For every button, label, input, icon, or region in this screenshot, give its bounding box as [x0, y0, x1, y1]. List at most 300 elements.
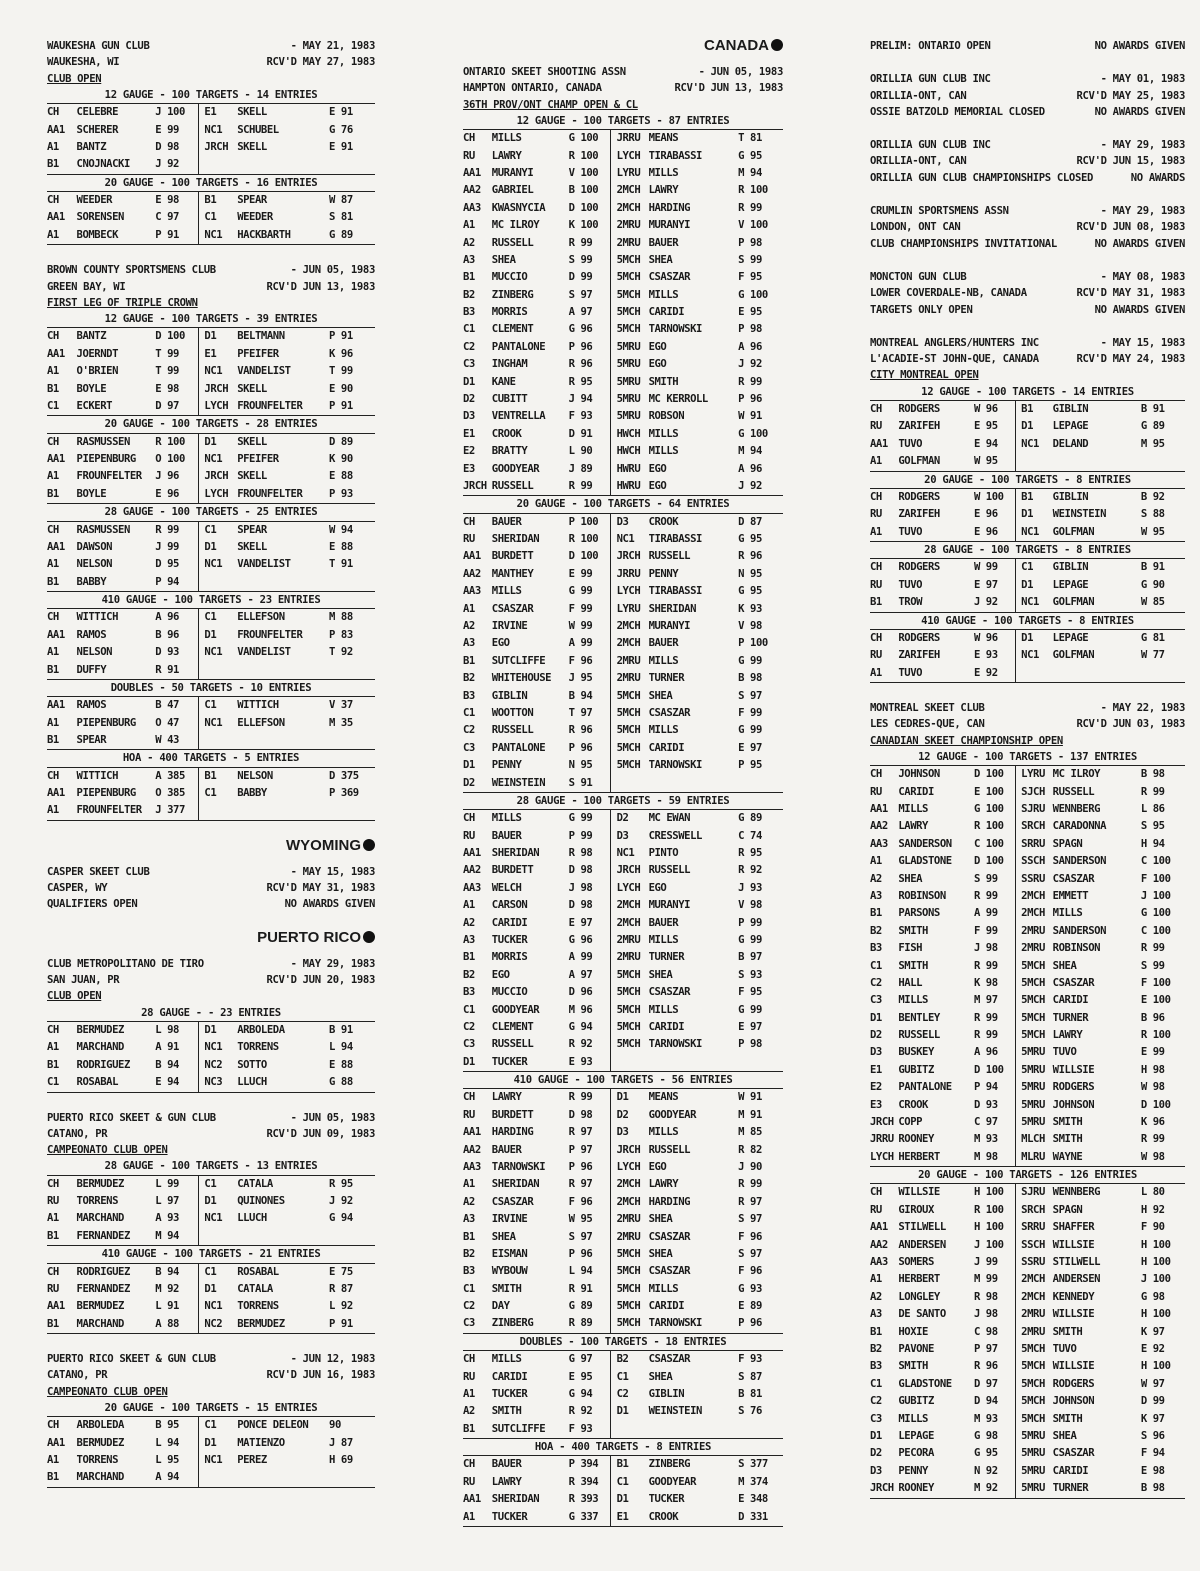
class-left: CH	[870, 631, 882, 644]
name-right: SHEA	[648, 1213, 673, 1226]
class-right	[204, 156, 237, 173]
score-left: M 96	[568, 1003, 593, 1016]
score-left: G 96	[568, 933, 593, 946]
name-left: RUSSELL	[898, 1029, 940, 1042]
club-header-line	[463, 80, 783, 96]
club-header-left: CLUB METROPOLITANO DE TIRO	[47, 957, 204, 970]
club-header-right: - MAY 29, 1983	[1100, 139, 1185, 152]
class-right: 5MCH	[616, 1038, 641, 1051]
name-left: MUCCIO	[491, 271, 528, 284]
class-left: CH	[463, 515, 475, 528]
class-left: D2	[463, 393, 475, 406]
spacer	[47, 1093, 375, 1110]
club-header-right: - MAY 08, 1983	[1100, 270, 1185, 283]
class-right: SSRU	[1021, 872, 1045, 885]
score-left: L 90	[568, 445, 593, 458]
class-left: AA3	[870, 837, 888, 850]
name-left: ZARIFEH	[898, 649, 940, 662]
club-header-line	[870, 351, 1185, 367]
class-left: RU	[463, 1475, 475, 1488]
club-header-right: RCV'D JUN 13, 1983	[674, 82, 783, 95]
score-left: R 92	[568, 1038, 593, 1051]
name-left: SANDERSON	[898, 837, 952, 850]
score-right: E 99	[1140, 1046, 1165, 1059]
club-header-left: SAN JUAN, PR	[47, 974, 120, 987]
club-header-line	[47, 262, 375, 278]
name-right: WILLSIE	[1052, 1238, 1095, 1251]
result-row	[47, 1469, 375, 1487]
name-right: PINTO	[648, 847, 679, 860]
class-right: C1	[204, 699, 217, 712]
class-left: E3	[870, 1098, 882, 1111]
class-left: AA1	[47, 1300, 65, 1313]
club-header-right: NO AWARDS GIVEN	[1094, 237, 1185, 250]
result-row	[463, 635, 783, 652]
result-row	[463, 828, 783, 845]
name-left: BRATTY	[491, 445, 528, 458]
name-right: TURNER	[1052, 1011, 1089, 1024]
club-header-right: NO AWARDS GIVEN	[1094, 105, 1185, 118]
club-header-line	[870, 219, 1185, 235]
class-left: A2	[463, 916, 475, 929]
class-right: D1	[1021, 508, 1034, 521]
event-heading: HOA - 400 TARGETS - 8 ENTRIES	[463, 1439, 783, 1456]
score-right: P 96	[738, 1317, 762, 1330]
class-left: B1	[47, 575, 59, 588]
score-left: M 93	[973, 1133, 998, 1146]
score-left: P 96	[568, 1247, 593, 1260]
club-header-line	[870, 170, 1185, 186]
score-right: R 99	[1140, 942, 1165, 955]
event-heading: 410 GAUGE - 100 TARGETS - 56 ENTRIES	[463, 1072, 783, 1089]
score-right: F 90	[1140, 1221, 1165, 1234]
class-left: B3	[870, 1360, 882, 1373]
score-right: B 97	[738, 951, 762, 964]
score-right: P 96	[738, 393, 762, 406]
name-left: CLEMENT	[491, 1020, 534, 1033]
class-right: LYCH	[616, 881, 641, 894]
name-right: CATALA	[237, 1282, 273, 1295]
class-left: AA1	[463, 1126, 481, 1139]
class-right: NC1	[616, 533, 635, 546]
result-row	[463, 670, 783, 687]
score-right: G 89	[1140, 420, 1165, 433]
class-left: D3	[463, 410, 475, 423]
class-left: JRCH	[870, 1482, 894, 1495]
class-right: MLRU	[1021, 1150, 1045, 1163]
name-right: CSASZAR	[648, 1265, 691, 1278]
class-right: 5MCH	[616, 1282, 641, 1295]
name-right: SHEA	[648, 253, 673, 266]
class-right: LYCH	[204, 487, 229, 500]
state-heading	[47, 930, 375, 946]
class-left: B1	[47, 1229, 59, 1242]
club-header-right: RCV'D JUN 09, 1983	[266, 1127, 375, 1140]
class-right: C2	[616, 1387, 629, 1400]
club-block	[870, 203, 1185, 252]
score-right: T 91	[329, 558, 353, 571]
name-left: JOERNDT	[76, 347, 119, 360]
result-row	[47, 1228, 375, 1246]
class-right: NC1	[204, 1300, 223, 1313]
result-row	[870, 836, 1185, 853]
score-left: B 100	[568, 184, 599, 197]
name-right: CATALA	[237, 1177, 273, 1190]
score-left: S 99	[568, 253, 593, 266]
score-right: K 96	[1140, 1116, 1165, 1129]
club-header-right: RCV'D MAY 27, 1983	[266, 56, 375, 69]
club-header-line	[47, 1367, 375, 1383]
score-right: P 91	[329, 330, 353, 343]
name-right: CARIDI	[1052, 994, 1089, 1007]
name-left: INGHAM	[491, 358, 528, 371]
score-right: K 93	[738, 602, 762, 615]
result-row	[463, 1386, 783, 1403]
name-left: TORRENS	[76, 1195, 119, 1208]
club-header-left: FIRST LEG OF TRIPLE CROWN	[47, 296, 198, 309]
name-right: SKELL	[237, 540, 267, 553]
class-right: HWRU	[616, 480, 641, 492]
class-right: NC1	[204, 365, 223, 378]
name-right: EMMETT	[1052, 889, 1089, 902]
name-left: FROUNFELTER	[76, 470, 142, 483]
name-left: MILLS	[898, 994, 928, 1007]
name-right: RUSSELL	[1052, 785, 1095, 798]
class-left: AA1	[47, 1436, 65, 1449]
result-row	[870, 923, 1185, 940]
result-row	[463, 1421, 783, 1439]
name-left: DUFFY	[76, 663, 107, 676]
class-right: NC1	[616, 847, 635, 860]
result-row	[870, 1079, 1185, 1096]
score-left: F 93	[568, 410, 593, 423]
name-right: MILLS	[648, 288, 679, 301]
class-right: 2MRU	[616, 236, 641, 249]
class-left: AA2	[463, 184, 481, 197]
class-left: CH	[870, 403, 882, 416]
name-left: WYBOUW	[491, 1265, 528, 1278]
name-right: WEEDER	[237, 211, 273, 224]
spacer	[870, 1499, 1185, 1516]
score-left: E 99	[155, 123, 179, 136]
result-row	[463, 182, 783, 199]
name-right: CARIDI	[648, 741, 685, 754]
result-row	[47, 662, 375, 680]
score-right: P 95	[738, 759, 762, 772]
score-left: G 95	[973, 1447, 998, 1460]
name-right: ELLEFSON	[237, 716, 285, 729]
score-right: F 100	[1140, 976, 1171, 989]
name-right: JOHNSON	[1052, 1098, 1095, 1111]
class-right: 5MCH	[1021, 1395, 1045, 1408]
score-right: P 91	[329, 399, 353, 412]
club-block	[870, 700, 1185, 1499]
name-right: BELTMANN	[237, 330, 285, 343]
score-right: J 90	[738, 1160, 762, 1173]
name-right: SCHUBEL	[237, 123, 279, 136]
club-header-right: - JUN 05, 1983	[290, 264, 375, 277]
class-right: NC3	[204, 1076, 223, 1089]
name-left: SPEAR	[76, 734, 107, 747]
event-heading: 20 GAUGE - 100 TARGETS - 28 ENTRIES	[47, 416, 375, 433]
name-right: ARBOLEDA	[237, 1023, 285, 1036]
score-right	[1141, 453, 1185, 470]
result-row	[870, 436, 1185, 453]
result-row	[463, 443, 783, 460]
club-header-line	[870, 302, 1185, 318]
name-left: MORRIS	[491, 951, 528, 964]
name-left: RUSSELL	[491, 236, 534, 249]
name-left: NELSON	[76, 646, 113, 659]
name-right: SHEA	[648, 1247, 673, 1260]
class-left: E1	[870, 1063, 882, 1076]
score-left: S 91	[568, 776, 593, 789]
class-right: C1	[204, 787, 217, 800]
name-left: RUSSELL	[491, 480, 534, 492]
result-row	[463, 478, 783, 496]
score-left: A 99	[973, 907, 998, 920]
club-header-left: ONTARIO SKEET SHOOTING ASSN	[463, 66, 626, 78]
result-row	[47, 609, 375, 626]
club-header-right: NO AWARDS	[1130, 171, 1185, 184]
score-right: G 98	[1140, 1290, 1165, 1303]
name-right: EGO	[648, 881, 667, 894]
club-header-line	[870, 700, 1185, 716]
class-right: 2MRU	[616, 951, 641, 964]
name-right: EGO	[648, 1160, 667, 1173]
name-right	[237, 1228, 329, 1245]
score-left: D 98	[568, 864, 593, 877]
class-left: E2	[463, 445, 475, 458]
class-right: E1	[616, 1510, 629, 1523]
result-row	[463, 356, 783, 373]
result-row	[870, 647, 1185, 664]
name-left: SUTCLIFFE	[491, 1422, 546, 1435]
spacer	[463, 1527, 783, 1544]
name-left: KANE	[491, 375, 516, 388]
score-right	[329, 574, 375, 591]
result-row	[870, 1289, 1185, 1306]
state-bullet-icon	[363, 839, 375, 851]
score-right: G 95	[738, 533, 762, 546]
score-right: E 95	[738, 306, 762, 319]
result-row	[47, 697, 375, 714]
name-right: WAYNE	[1052, 1150, 1083, 1163]
result-row	[463, 1369, 783, 1386]
class-left: AA1	[47, 628, 65, 641]
name-left: MILLS	[491, 132, 522, 145]
score-right: D 99	[1140, 1395, 1165, 1408]
name-right: TUVO	[1052, 1343, 1077, 1355]
class-left: A1	[47, 1212, 59, 1225]
score-right: S 99	[1140, 959, 1165, 972]
name-right: ROBINSON	[1052, 942, 1101, 955]
class-left: RU	[463, 533, 475, 546]
name-right: RUSSELL	[648, 1143, 691, 1156]
class-right: 5MRU	[616, 375, 641, 388]
score-right	[738, 775, 783, 792]
club-header-left: CITY MONTREAL OPEN	[870, 369, 979, 382]
score-left: A 99	[568, 637, 593, 650]
score-right: R 92	[738, 864, 762, 877]
result-row	[463, 705, 783, 722]
club-header-left: CLUB CHAMPIONSHIPS INVITATIONAL	[870, 237, 1057, 250]
class-left: JRCH	[870, 1116, 894, 1129]
club-header-line	[870, 104, 1185, 120]
class-right: D1	[1021, 420, 1034, 433]
class-right: C1	[204, 211, 217, 224]
result-row	[463, 1124, 783, 1141]
class-right: 5MCH	[616, 968, 641, 981]
class-right: 5MCH	[616, 1317, 641, 1330]
score-left: E 94	[155, 1076, 179, 1089]
name-right: SMITH	[1052, 1116, 1083, 1129]
class-left: RU	[870, 420, 882, 433]
score-right: 90	[329, 1419, 341, 1432]
score-left: L 91	[155, 1300, 179, 1313]
score-left: A 385	[155, 769, 185, 782]
club-header-left: LES CEDRES-QUE, CAN	[870, 718, 985, 731]
name-right: GOLFMAN	[1052, 596, 1095, 609]
result-row	[870, 940, 1185, 957]
club-header-right: - MAY 21, 1983	[290, 40, 375, 52]
score-left: G 89	[568, 1300, 593, 1313]
class-right: C1	[204, 1265, 217, 1278]
name-right: ROSABAL	[237, 1265, 279, 1278]
class-right: D1	[204, 435, 217, 448]
name-left: HERBERT	[898, 1273, 940, 1286]
name-left: CARIDI	[898, 785, 934, 798]
result-row	[870, 1044, 1185, 1061]
result-row	[463, 408, 783, 425]
name-left: PENNY	[898, 1464, 928, 1477]
score-left: P 97	[568, 1143, 593, 1156]
result-row	[463, 148, 783, 165]
class-left: AA1	[463, 166, 481, 179]
class-right: B1	[204, 194, 217, 207]
column-1	[47, 38, 375, 1505]
name-left: TUVO	[898, 578, 923, 591]
club-header-left: OSSIE BATZOLD MEMORIAL CLOSED	[870, 105, 1045, 118]
score-left: P 96	[568, 340, 593, 353]
result-row	[463, 862, 783, 879]
name-left: WITTICH	[76, 611, 119, 624]
result-row	[463, 1491, 783, 1508]
name-left: SHEA	[898, 872, 923, 885]
score-right: E 348	[738, 1493, 768, 1506]
result-row	[870, 1393, 1185, 1410]
result-row	[870, 1219, 1185, 1236]
score-left: E 93	[568, 1055, 593, 1068]
name-left: LAWRY	[491, 1091, 522, 1104]
event-heading: 12 GAUGE - 100 TARGETS - 137 ENTRIES	[870, 749, 1185, 766]
score-right: R 99	[738, 201, 762, 214]
name-right: WENNBERG	[1052, 1186, 1101, 1199]
class-right: SJCH	[1021, 785, 1045, 798]
score-right: T 99	[329, 365, 353, 378]
name-right: LAWRY	[648, 1178, 679, 1191]
name-left: RODRIGUEZ	[76, 1265, 130, 1278]
result-row	[870, 766, 1185, 783]
class-left: CH	[870, 768, 882, 781]
score-left: J 99	[973, 1256, 998, 1269]
score-left: E 99	[568, 567, 593, 580]
class-left: B1	[47, 1058, 59, 1071]
score-left: P 394	[568, 1458, 599, 1471]
class-right: 5MCH	[616, 288, 641, 301]
result-row	[870, 1463, 1185, 1480]
score-left: R 100	[568, 149, 599, 162]
result-row	[463, 1194, 783, 1211]
score-left: P 91	[155, 228, 179, 241]
club-header-left: WAUKESHA, WI	[47, 56, 120, 69]
score-left: S 97	[568, 288, 593, 301]
score-left: R 393	[568, 1493, 599, 1506]
name-left: RASMUSSEN	[76, 435, 130, 448]
name-right: MILLS	[648, 724, 679, 737]
name-left: CELEBRE	[76, 106, 119, 119]
name-right: HARDING	[648, 201, 691, 214]
score-left: W 99	[568, 620, 593, 633]
class-left: B3	[463, 689, 475, 702]
class-right: 5MCH	[616, 253, 641, 266]
club-header-line	[47, 956, 375, 972]
name-left: ZINBERG	[491, 288, 534, 301]
name-left: LONGLEY	[898, 1290, 940, 1303]
class-right: JRCH	[204, 140, 229, 153]
score-left: C 100	[973, 837, 1004, 850]
score-right: G 99	[738, 724, 762, 737]
club-header-left: CASPER, WY	[47, 882, 108, 895]
class-left: E2	[870, 1081, 882, 1094]
spacer	[47, 245, 375, 262]
name-right: CARADONNA	[1052, 820, 1107, 833]
spacer	[870, 120, 1185, 137]
score-right: P 83	[329, 628, 353, 641]
result-row	[463, 722, 783, 739]
name-right: SANDERSON	[1052, 924, 1107, 937]
class-left: A1	[47, 140, 59, 153]
event-heading: DOUBLES - 100 TARGETS - 18 ENTRIES	[463, 1334, 783, 1351]
club-header-left: MONTREAL SKEET CLUB	[870, 702, 985, 715]
score-right: P 99	[738, 916, 762, 929]
club-block	[47, 956, 375, 1093]
name-left: ZINBERG	[491, 1317, 534, 1330]
name-right	[649, 1421, 739, 1438]
class-right: JRCH	[616, 550, 641, 563]
class-left: B1	[870, 1325, 882, 1338]
class-left: B3	[463, 306, 475, 319]
score-left: D 100	[568, 201, 599, 214]
score-left: C 97	[155, 211, 179, 224]
score-right: S 96	[1140, 1429, 1165, 1442]
name-left: PECORA	[898, 1447, 934, 1460]
name-right: SMITH	[1052, 1133, 1083, 1146]
class-left: A3	[463, 253, 475, 266]
score-left: D 93	[155, 646, 179, 659]
name-right: VANDELIST	[237, 646, 291, 659]
result-row	[463, 949, 783, 966]
name-left: HARDING	[491, 1126, 534, 1139]
score-left: L 94	[568, 1265, 593, 1278]
name-left: ZARIFEH	[898, 508, 940, 521]
class-left: RU	[47, 1282, 59, 1295]
class-left: C1	[463, 323, 475, 336]
name-right: MEANS	[648, 132, 679, 145]
class-left: CH	[47, 1023, 59, 1036]
name-right: SMITH	[1052, 1325, 1083, 1338]
name-right: CSASZAR	[1052, 1447, 1095, 1460]
